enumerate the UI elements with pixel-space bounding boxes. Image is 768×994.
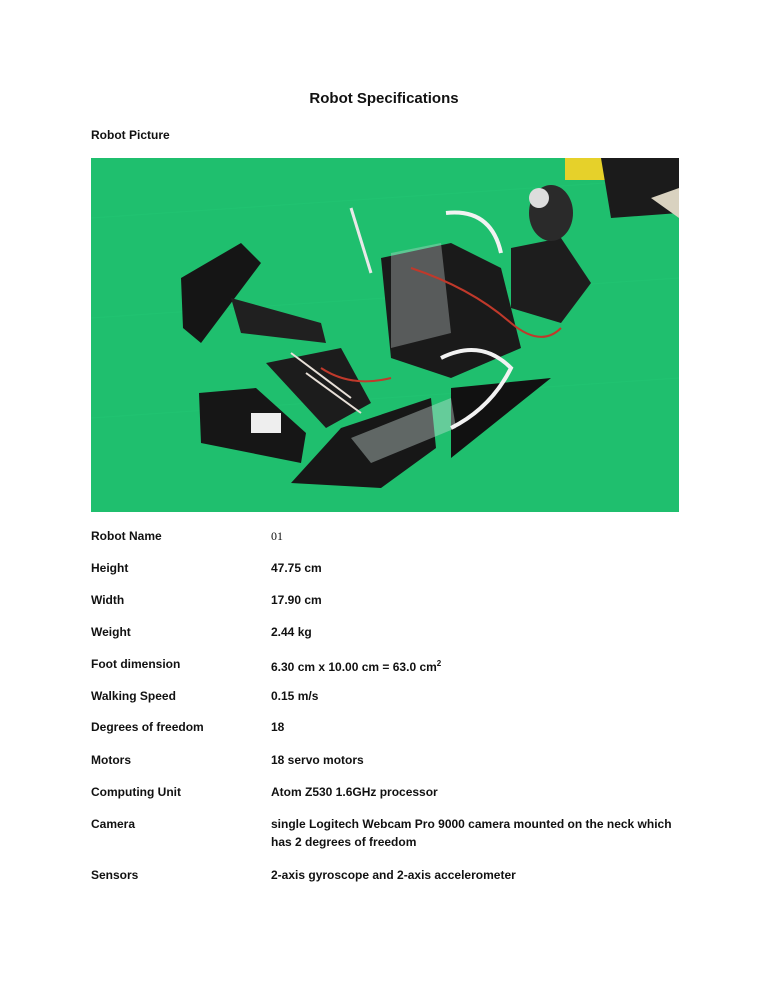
spec-key: Motors <box>91 753 131 767</box>
spec-value: 2.44 kg <box>271 625 312 639</box>
spec-key: Height <box>91 561 129 575</box>
spec-value: 17.90 cm <box>271 593 322 607</box>
spec-value: 01 <box>271 529 283 543</box>
spec-value <box>271 655 681 676</box>
page-title: Robot Specifications <box>309 90 459 107</box>
spec-key: Camera <box>91 817 136 831</box>
spec-value: 0.15 m/s <box>271 689 319 703</box>
spec-value-superscript: 2 <box>436 659 442 668</box>
spec-value: Atom Z530 1.6GHz processor <box>271 785 438 799</box>
robot-illustration <box>91 158 679 512</box>
spec-key: Sensors <box>91 868 139 882</box>
spec-key: Robot Name <box>91 529 162 543</box>
spec-key: Degrees of freedom <box>91 720 204 734</box>
spec-key: Width <box>91 593 125 607</box>
spec-key: Foot dimension <box>91 657 181 671</box>
spec-key: Computing Unit <box>91 785 181 799</box>
spec-value: 47.75 cm <box>271 561 322 575</box>
spec-key: Walking Speed <box>91 689 176 703</box>
spec-value: 2-axis gyroscope and 2-axis accelerometer <box>271 868 516 882</box>
spec-value: 18 servo motors <box>271 753 364 767</box>
spec-value: single Logitech Webcam Pro 9000 camera mounted on the neck which has 2 degrees of freedom <box>271 817 672 849</box>
spec-value-text: 6.30 cm x 10.00 cm = 63.0 cm <box>271 660 437 674</box>
spec-value: 18 <box>271 720 285 734</box>
robot-photo <box>91 158 679 512</box>
spec-key: Weight <box>91 625 131 639</box>
robot-picture-label: Robot Picture <box>91 128 170 142</box>
